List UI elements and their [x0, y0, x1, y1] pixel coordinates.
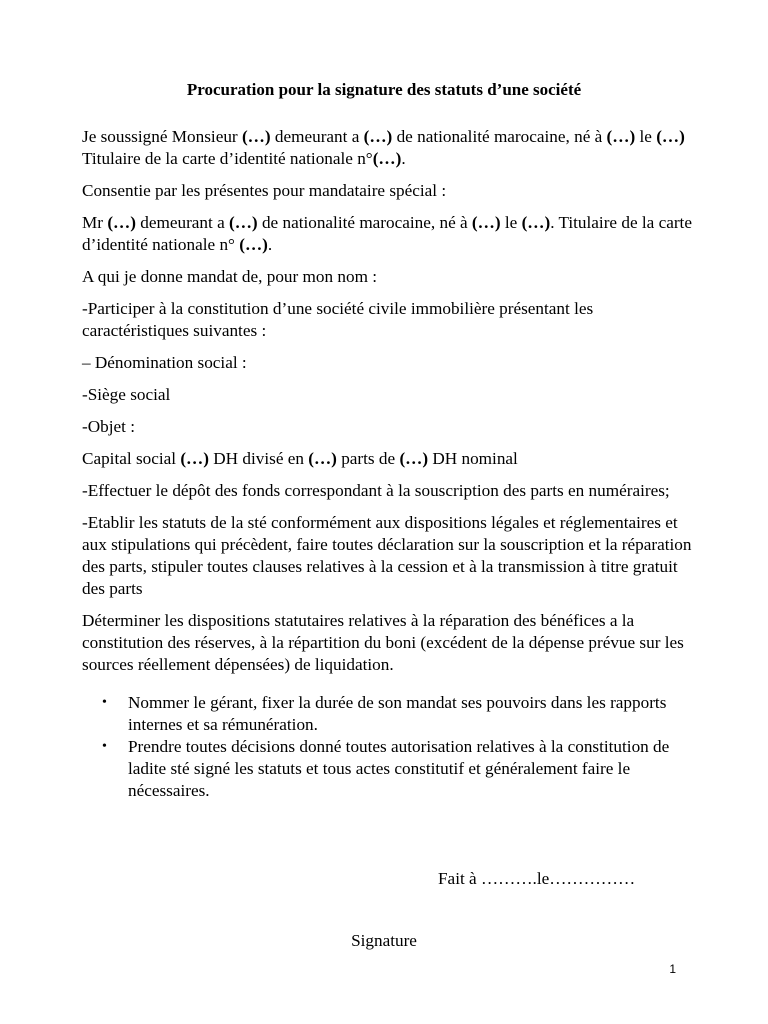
- text-segment: de nationalité marocaine, né à: [257, 213, 472, 232]
- text-segment: Mr: [82, 213, 108, 232]
- placeholder-field: (…): [229, 213, 258, 232]
- placeholder-field: (…): [656, 127, 685, 146]
- paragraph-participer: -Participer à la constitution d’une société civile immobilière présentant les caractéristiques suivantes :: [82, 299, 594, 340]
- paragraph-capital: [82, 448, 692, 470]
- text-segment: le: [635, 127, 657, 146]
- paragraph-denomination: – Dénomination social :: [82, 353, 247, 372]
- placeholder-field: (…): [399, 449, 429, 468]
- list-item: [102, 736, 692, 802]
- placeholder-field: (…): [241, 127, 271, 146]
- paragraph-depot: -Effectuer le dépôt des fonds correspondant à la souscription des parts en numéraires;: [82, 481, 670, 500]
- placeholder-field: (…): [471, 213, 501, 232]
- place-date-line: Fait à ……….le……………: [438, 869, 636, 888]
- bullet-icon: •: [102, 739, 107, 754]
- placeholder-field: (…): [372, 149, 402, 168]
- text-segment: parts de: [336, 449, 400, 468]
- paragraph-mandataire: [82, 212, 692, 256]
- paragraph-dispositions: Déterminer les dispositions statutaires relatives à la réparation des bénéfices a la constitution des réserves, à la répartition du boni (excédent de la dépense prévue sur les sources réellement dépensées) de liquidation.: [82, 611, 684, 674]
- list-item-text: Prendre toutes décisions donné toutes autorisation relatives à la constitution de ladite sté signé les statuts et tous actes constitutif et généralement faire le nécessaires.: [128, 737, 670, 800]
- placeholder-field: (…): [521, 213, 551, 232]
- list-item: [102, 692, 692, 736]
- bullet-list: [82, 692, 692, 802]
- text-segment: demeurant a: [270, 127, 364, 146]
- text-segment: DH nominal: [428, 449, 518, 468]
- text-segment: Capital social: [82, 449, 181, 468]
- placeholder-field: (…): [239, 235, 268, 254]
- placeholder-field: (…): [308, 449, 337, 468]
- text-segment: le: [500, 213, 522, 232]
- text-segment: .: [401, 149, 406, 168]
- text-segment: Je soussigné Monsieur: [82, 127, 242, 146]
- bullet-icon: •: [102, 695, 107, 710]
- paragraph-mandat: A qui je donne mandat de, pour mon nom :: [82, 267, 378, 286]
- paragraph-consentie: Consentie par les présentes pour mandataire spécial :: [82, 181, 447, 200]
- text-segment: DH divisé en: [208, 449, 309, 468]
- text-segment: . Titulaire de la carte d’identité nationale n°: [82, 213, 692, 254]
- placeholder-field: (…): [180, 449, 209, 468]
- paragraph-statuts: -Etablir les statuts de la sté conformément aux dispositions légales et réglementaires et aux stipulations qui précèdent, faire toutes déclaration sur la souscription et la réparation des parts, stipuler toutes clauses relatives à la cession et à la transmission à titre gratuit des parts: [82, 513, 692, 598]
- document-body: [82, 126, 692, 802]
- text-segment: .: [267, 235, 273, 254]
- text-segment: de nationalité marocaine, né à: [392, 127, 607, 146]
- paragraph-objet: -Objet :: [82, 417, 135, 436]
- placeholder-field: (…): [107, 213, 136, 232]
- text-segment: Titulaire de la carte d’identité nationale n°: [82, 149, 373, 168]
- page-number: 1: [669, 962, 676, 976]
- text-segment: demeurant a: [135, 213, 230, 232]
- document-title: Procuration pour la signature des statuts d’une société: [186, 80, 582, 99]
- placeholder-field: (…): [606, 127, 636, 146]
- list-item-text: Nommer le gérant, fixer la durée de son mandat ses pouvoirs dans les rapports internes et sa rémunération.: [128, 693, 667, 734]
- placeholder-field: (…): [363, 127, 393, 146]
- paragraph-mandant: [82, 126, 692, 170]
- paragraph-siege: -Siège social: [82, 385, 171, 404]
- signature-label: Signature: [351, 931, 417, 950]
